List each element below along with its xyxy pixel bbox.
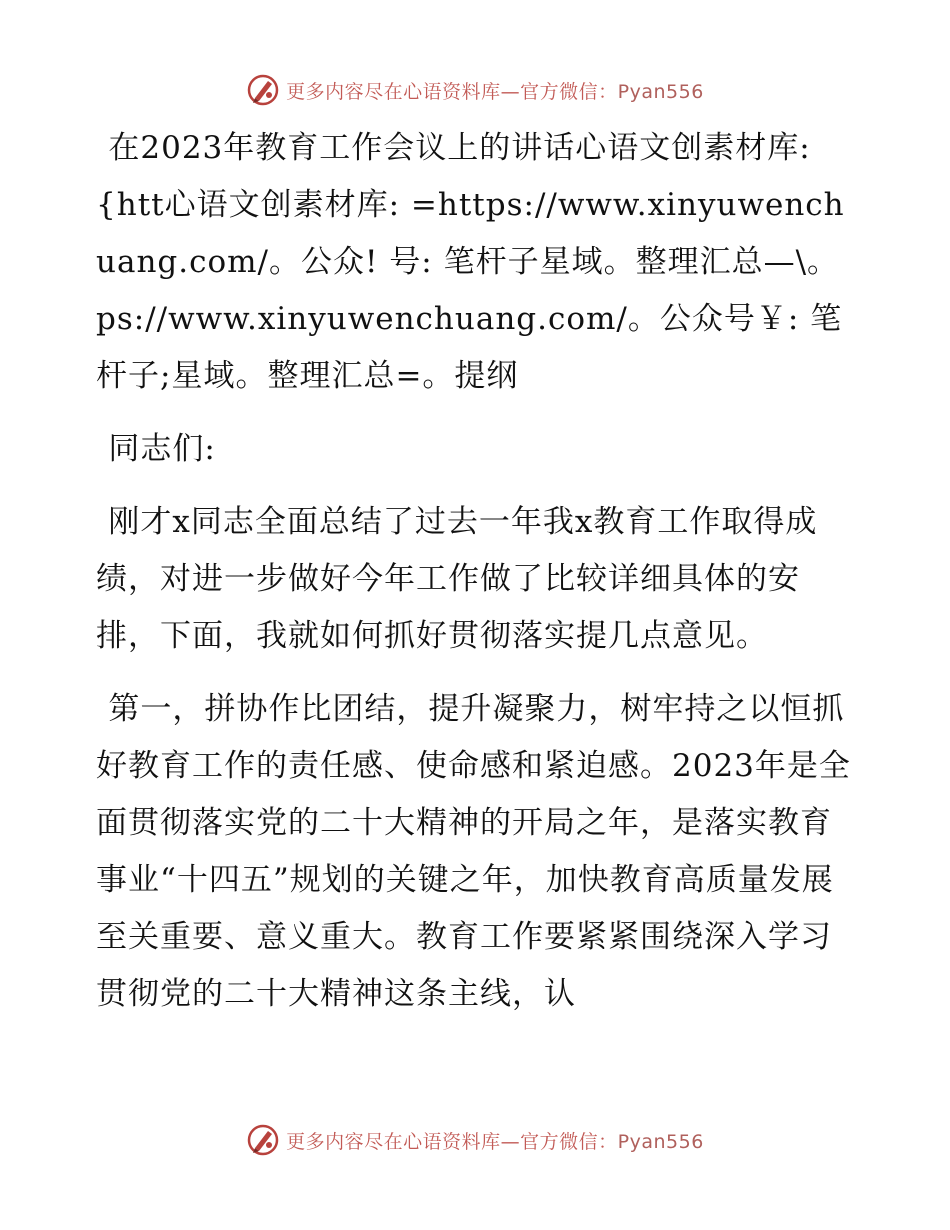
paragraph-title: 在2023年教育工作会议上的讲话心语文创素材库: {htt心语文创素材库: =https://www.xinyuwenchuang.com/。公众! 号: 笔杆子星域。整理汇总—\。ps://www.xinyuwenchuang.com/。公众号￥: 笔杆子;星域。整理汇总=。提纲 xyxy=(96,130,845,394)
footer-banner-label: 更多内容尽在心语资料库—官方微信： xyxy=(286,1130,618,1153)
pen-seal-logo-icon xyxy=(246,73,280,107)
document-body xyxy=(96,120,856,1039)
footer-banner-text xyxy=(286,1127,704,1154)
paragraph-first-point: 第一，拼协作比团结，提升凝聚力，树牢持之以恒抓好教育工作的责任感、使命感和紧迫感。2023年是全面贯彻落实党的二十大精神的开局之年，是落实教育事业“十四五”规划的关键之年，加快教育高质量发展至关重要、意义重大。教育工作要紧紧围绕深入学习贯彻党的二十大精神这条主线，认 xyxy=(96,691,851,1012)
footer-banner xyxy=(0,1120,950,1160)
paragraph-intro: 刚才x同志全面总结了过去一年我x教育工作取得成绩，对进一步做好今年工作做了比较详细具体的安排，下面，我就如何抓好贯彻落实提几点意见。 xyxy=(96,504,818,654)
pen-seal-logo-icon xyxy=(246,1123,280,1157)
header-banner xyxy=(0,70,950,110)
paragraph-salutation: 同志们: xyxy=(108,431,216,467)
header-banner-label: 更多内容尽在心语资料库—官方微信： xyxy=(286,80,618,103)
header-banner-text xyxy=(286,77,704,104)
header-banner-wechat: Pyan556 xyxy=(617,80,704,103)
footer-banner-wechat: Pyan556 xyxy=(617,1130,704,1153)
